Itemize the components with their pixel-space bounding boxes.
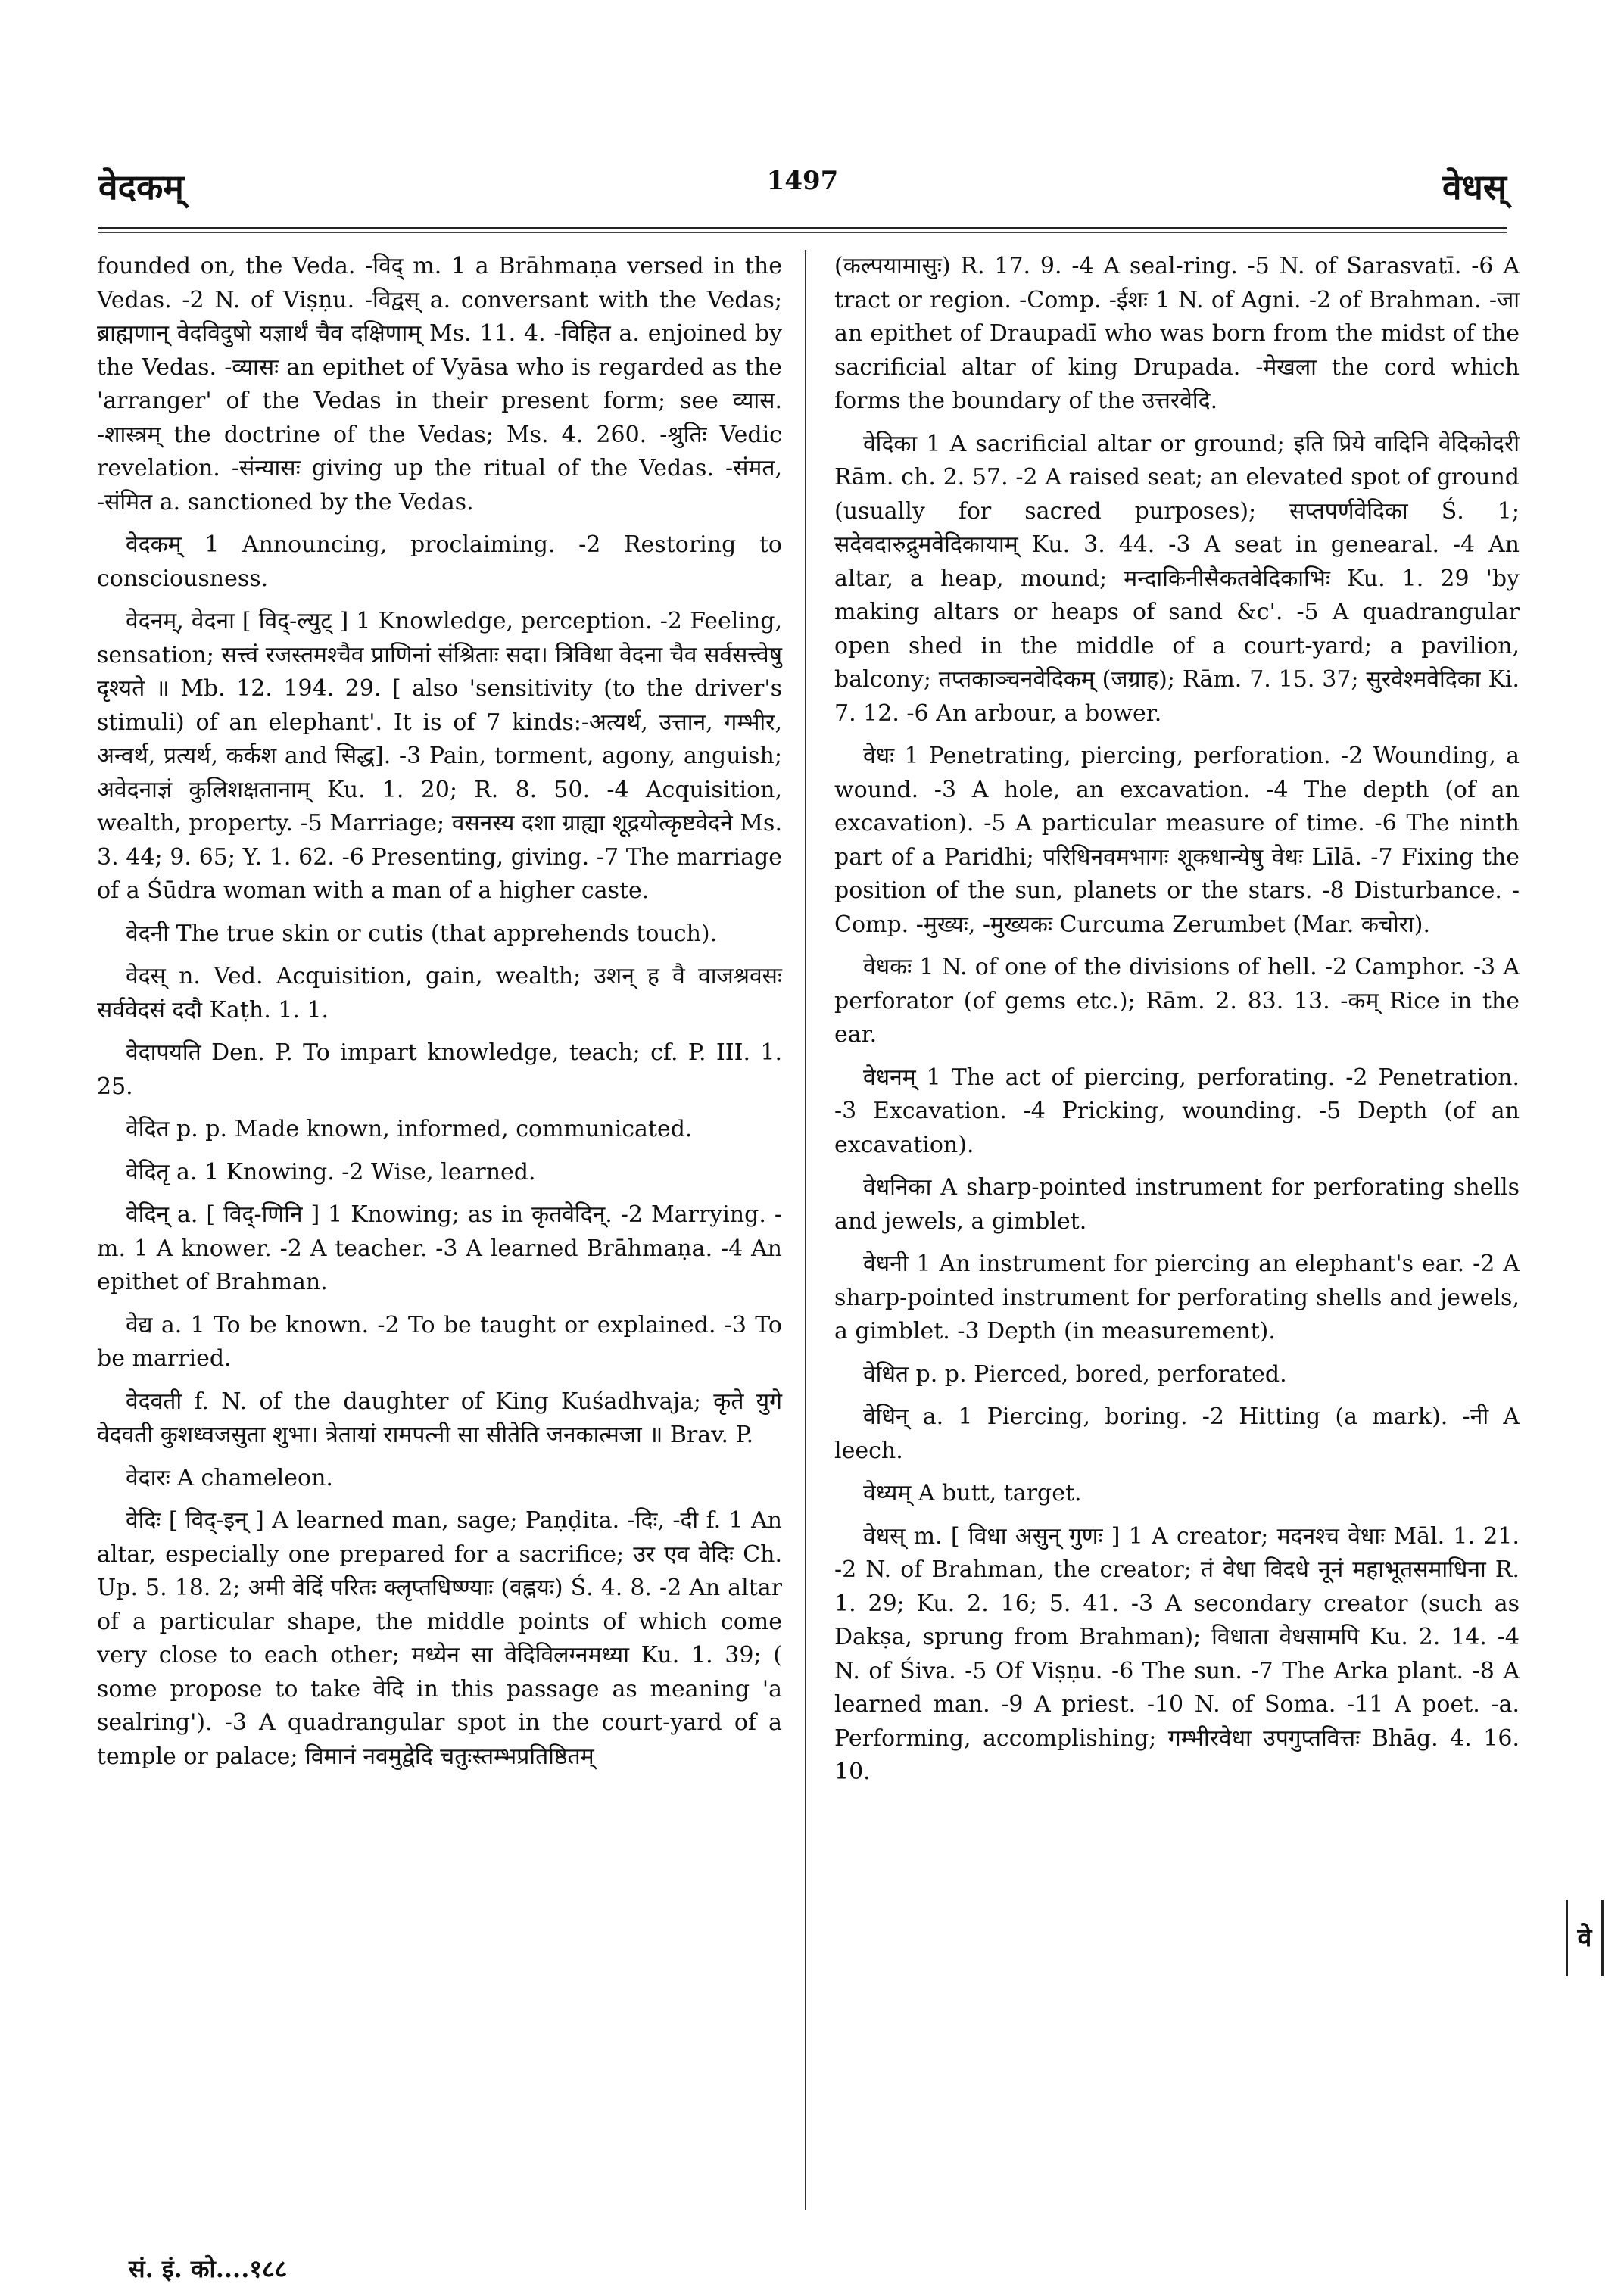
dictionary-entry: वेधनिका A sharp-pointed instrument for perforating shells and jewels, a gimblet. bbox=[834, 1174, 1520, 1235]
dictionary-entry: वेदिः [ विद्-इन् ] A learned man, sage; Paṇḍita. -दिः, -दी f. 1 An altar, especially one prepared for a sacrifice; उर एव वेदिः Ch. Up. 5. 18. 2; अमी वेदिं परितः क्लृप्तधिष्ण्याः (वह्नयः) Ś. 4. 8. -2 An altar of a particular shape, the middle points of which come very close to each other; मध्येन सा वेदिविलग्नमध्या Ku. 1. 39; ( some propose to take वेदि in this passage as meaning 'a sealring'). -3 A quadrangular spot in the court-yard of a temple or palace; विमानं नवमुद्वेदि चतुःस्तम्भप्रतिष्ठितम् bbox=[97, 1507, 782, 1770]
header-rule-thin bbox=[98, 232, 1507, 233]
header-rule bbox=[98, 227, 1507, 229]
dictionary-entry: वेधनी 1 An instrument for piercing an elephant's ear. -2 A sharp-pointed instrument for perforating shells and jewels, a gimblet. -3 Depth (in measurement). bbox=[834, 1251, 1520, 1344]
column-divider bbox=[805, 250, 806, 2210]
dictionary-entry: वेदिका 1 A sacrificial altar or ground; इति प्रिये वादिनि वेदिकोदरी Rām. ch. 2. 57. -2 A raised seat; an elevated spot of ground (usually for sacred purposes); सप्तपर्णवेदिका Ś. 1; सदेवदारुद्रुमवेदिकायाम् Ku. 3. 44. -3 A seat in genearal. -4 An altar, a heap, mound; मन्दाकिनीसैकतवेदिकाभिः Ku. 1. 29 'by making altars or heaps of sand &c'. -5 A quadrangular open shed in the middle of a court-yard; a pavilion, balcony; तप्तकाञ्चनवेदिकम् (जग्राह); Rām. 7. 15. 37; सुरवेश्मवेदिका Ki. 7. 12. -6 An arbour, a bower. bbox=[834, 430, 1520, 727]
dictionary-entry: वेदिन् a. [ विद्-णिनि ] 1 Knowing; as in कृतवेदिन्. -2 Marrying. -m. 1 A knower. -2 A teacher. -3 A learned Brāhmaṇa. -4 An epithet of Brahman. bbox=[97, 1201, 782, 1295]
dictionary-entry: वेदवती f. N. of the daughter of King Kuśadhvaja; कृते युगे वेदवती कुशध्वजसुता शुभा। त्रेतायां रामपत्नी सा सीतेति जनकात्मजा ॥ Brav. P. bbox=[97, 1388, 782, 1448]
dictionary-entry: वेदारः A chameleon. bbox=[126, 1464, 333, 1491]
dictionary-entry: वेदस् n. Ved. Acquisition, gain, wealth; उशन् ह वै वाजश्रवसः सर्ववेदसं ददौ Kaṭh. 1. 1. bbox=[97, 963, 782, 1023]
dictionary-entry: (कल्पयामासुः) R. 17. 9. -4 A seal-ring. -5 N. of Sarasvatī. -6 A tract or region. -Comp. -ईशः 1 N. of Agni. -2 of Brahman. -जा an epithet of Draupadī who was born from the midst of the sacrificial altar of king Drupada. -मेखला the cord which forms the boundary of the उत्तरवेदि. bbox=[834, 253, 1520, 414]
dictionary-entry: वेधनम् 1 The act of piercing, perforating. -2 Penetration. -3 Excavation. -4 Pricking, wounding. -5 Depth (of an excavation). bbox=[834, 1064, 1520, 1158]
dictionary-entry: वेदनी The true skin or cutis (that apprehends touch). bbox=[126, 920, 718, 947]
dictionary-entry: वेधस् m. [ विधा असुन् गुणः ] 1 A creator; मदनश्च वेधाः Māl. 1. 21. -2 N. of Brahman, the creator; तं वेधा विदधे नूनं महाभूतसमाधिना R. 1. 29; Ku. 2. 16; 5. 41. -3 A secondary creator (such as Dakṣa, sprung from Brahman); विधाता वेधसामपि Ku. 2. 14. -4 N. of Śiva. -5 Of Viṣṇu. -6 The sun. -7 The Arka plant. -8 A learned man. -9 A priest. -10 N. of Soma. -11 A poet. -a. Performing, accomplishing; गम्भीरवेधा उपगुप्तवित्तः Bhāg. 4. 16. 10. bbox=[834, 1522, 1520, 1785]
signature-mark: सं. इं. को....१८८ bbox=[129, 2254, 288, 2283]
dictionary-entry: वेद्य a. 1 To be known. -2 To be taught or explained. -3 To be married. bbox=[97, 1311, 782, 1372]
header-left-headword: वेदकम् bbox=[98, 167, 184, 207]
left-column bbox=[97, 250, 782, 1783]
dictionary-entry: वेधिन् a. 1 Piercing, boring. -2 Hitting (a mark). -नी A leech. bbox=[834, 1404, 1520, 1464]
dictionary-entry: वेदित p. p. Made known, informed, communicated. bbox=[126, 1116, 693, 1142]
dictionary-entry: वेध्यम् A butt, target. bbox=[863, 1480, 1082, 1506]
dictionary-entry: वेधकः 1 N. of one of the divisions of hell. -2 Camphor. -3 A perforator (of gems etc.); Rām. 2. 83. 13. -कम् Rice in the ear. bbox=[834, 954, 1520, 1048]
dictionary-entry: वेदापयति Den. P. To impart knowledge, teach; cf. P. III. 1. 25. bbox=[97, 1039, 782, 1100]
dictionary-entry: वेदनम्, वेदना [ विद्-ल्युट् ] 1 Knowledge, perception. -2 Feeling, sensation; सत्त्वं रजस्तमश्चैव प्राणिनां संश्रिताः सदा। त्रिविधा वेदना चैव सर्वसत्त्वेषु दृश्यते ॥ Mb. 12. 194. 29. [ also 'sensitivity (to the driver's stimuli) of an elephant'. It is of 7 kinds:-अत्यर्थ, उत्तान, गम्भीर, अन्वर्थ, प्रत्यर्थ, कर्कश and सिद्ध]. -3 Pain, torment, agony, anguish; अवेदनाज्ञं कुलिशक्षतानाम् Ku. 1. 20; R. 8. 50. -4 Acquisition, wealth, property. -5 Marriage; वसनस्य दशा ग्राह्या शूद्रयोत्कृष्टवेदने Ms. 3. 44; 9. 65; Y. 1. 62. -6 Presenting, giving. -7 The marriage of a Śūdra woman with a man of a higher caste. bbox=[97, 608, 782, 904]
dictionary-entry: वेदकम् 1 Announcing, proclaiming. -2 Restoring to consciousness. bbox=[97, 531, 782, 592]
header-right-headword: वेधस् bbox=[1442, 167, 1507, 207]
right-column bbox=[834, 250, 1520, 1799]
thumb-index-mark: वे bbox=[1566, 1900, 1604, 1976]
dictionary-entry: founded on, the Veda. -विद् m. 1 a Brāhmaṇa versed in the Vedas. -2 N. of Viṣṇu. -विद्वस् a. conversant with the Vedas; ब्राह्मणान् वेदविदुषो यज्ञार्थं चैव दक्षिणाम् Ms. 11. 4. -विहित a. enjoined by the Vedas. -व्यासः an epithet of Vyāsa who is regarded as the 'arranger' of the Vedas in their present form; see व्यास. -शास्त्रम् the doctrine of the Vedas; Ms. 4. 260. -श्रुतिः Vedic revelation. -संन्यासः giving up the ritual of the Vedas. -संमत, -संमित a. sanctioned by the Vedas. bbox=[97, 253, 782, 516]
page-number: 1497 bbox=[766, 166, 839, 196]
dictionary-entry: वेधित p. p. Pierced, bored, perforated. bbox=[863, 1360, 1287, 1388]
dictionary-entry: वेधः 1 Penetrating, piercing, perforation. -2 Wounding, a wound. -3 A hole, an excavation. -4 The depth (of an excavation). -5 A particular measure of time. -6 The ninth part of a Paridhi; परिधिनवमभागः शूकधान्येषु वेधः Līlā. -7 Fixing the position of the sun, planets or the stars. -8 Disturbance. -Comp. -मुख्यः, -मुख्यकः Curcuma Zerumbet (Mar. कचोरा). bbox=[834, 743, 1520, 938]
dictionary-entry: वेदितृ a. 1 Knowing. -2 Wise, learned. bbox=[126, 1158, 536, 1185]
page-header bbox=[98, 163, 1507, 223]
